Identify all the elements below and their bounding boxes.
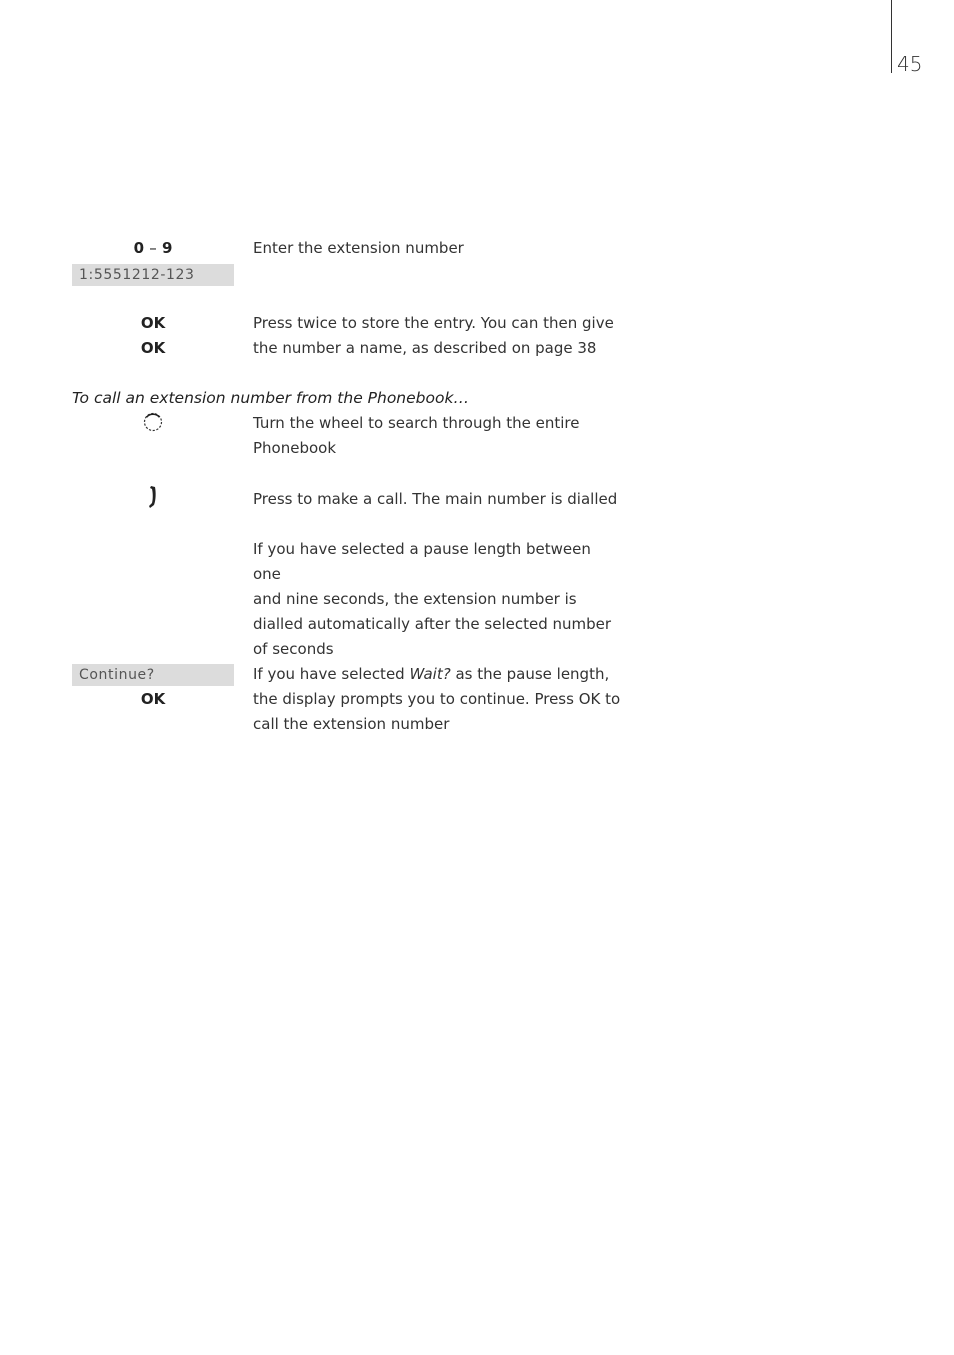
pause-text [253, 537, 623, 662]
wait-text [253, 662, 623, 737]
digit-to: 9 [161, 239, 173, 257]
ok-key-3: OK [140, 690, 166, 708]
pause-text-line3: dialled automatically after the selected number [253, 615, 612, 633]
store-text-line2: the number a name, as described on page 38 [253, 339, 597, 357]
store-text-line1: Press twice to store the entry. You can then give [253, 314, 614, 332]
enter-extension-text: Enter the extension number [253, 239, 464, 257]
store-entry-text [253, 311, 623, 361]
digit-keys-label [72, 236, 234, 261]
wheel-text [253, 411, 623, 461]
wait-text-post: as the pause length, [450, 665, 610, 683]
wait-text-pre: If you have selected [253, 665, 410, 683]
wait-text-line3: call the extension number [253, 715, 450, 733]
display-continue: Continue? [72, 664, 234, 686]
wait-text-line1 [253, 662, 623, 687]
digit-from: 0 [133, 239, 145, 257]
wheel-text-line2: Phonebook [253, 439, 337, 457]
page-rule [891, 0, 892, 73]
ok-key-1: OK [140, 314, 166, 332]
call-text: Press to make a call. The main number is dialled [253, 490, 618, 508]
handset-icon [145, 484, 161, 510]
page-number: 45 [897, 52, 923, 76]
pause-text-line2: and nine seconds, the extension number is [253, 590, 577, 608]
wait-text-line2: the display prompts you to continue. Press OK to [253, 690, 621, 708]
digit-dash: – [149, 239, 157, 257]
section-heading: To call an extension number from the Phonebook… [72, 389, 469, 407]
pause-text-line1: If you have selected a pause length between one [253, 540, 591, 583]
ok-key-2: OK [140, 339, 166, 357]
pause-text-line4: of seconds [253, 640, 334, 658]
wheel-text-line1: Turn the wheel to search through the entire [253, 414, 580, 432]
display-extension: 1:5551212-123 [72, 264, 234, 286]
wheel-icon [142, 411, 164, 433]
wait-text-em: Wait? [409, 665, 451, 683]
